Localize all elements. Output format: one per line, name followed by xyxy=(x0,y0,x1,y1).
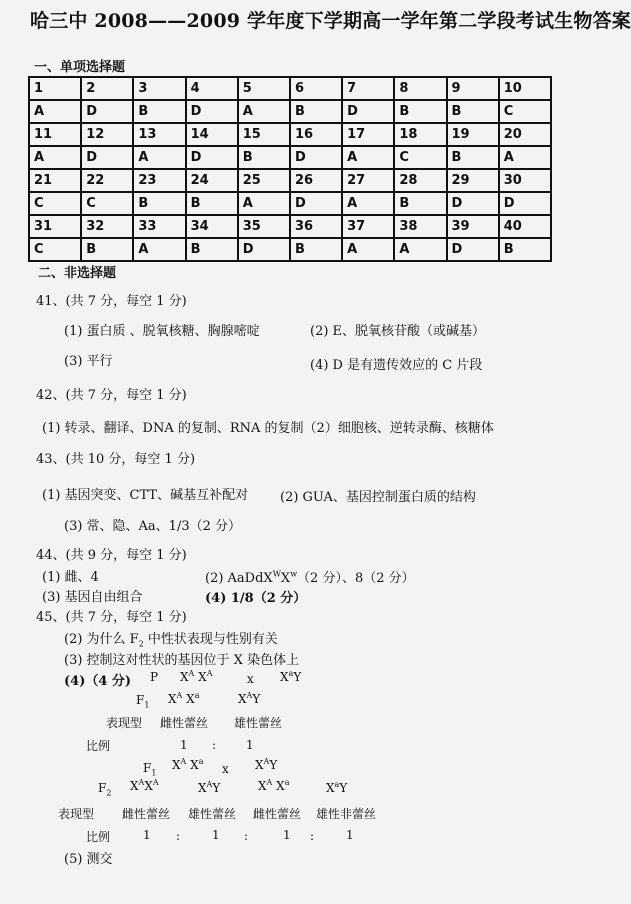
answer-cell: D xyxy=(499,192,551,215)
question-number-cell: 18 xyxy=(394,123,446,146)
question-number-cell: 26 xyxy=(290,169,342,192)
question-number-cell: 7 xyxy=(342,77,394,100)
f1-ratio-2: 1 xyxy=(246,738,254,752)
q41-answer-4: (4) D 是有遗传效应的 C 片段 xyxy=(310,358,483,373)
f1-ratio-1: 1 xyxy=(180,738,188,752)
answer-cell: A xyxy=(394,238,446,261)
answer-cell: D xyxy=(238,238,290,261)
section-single-choice: 一、单项选择题 xyxy=(34,60,126,75)
f2-phenotype-2: 雄性蕾丝 xyxy=(188,807,237,821)
answer-table xyxy=(28,76,552,262)
q41-header: 41、(共 7 分，每空 1 分) xyxy=(36,294,187,309)
answer-cell: A xyxy=(29,146,81,169)
page-title: 哈三中 2008——2009 学年度下学期高一学年第二学段考试生物答案 xyxy=(30,10,631,32)
q41-answer-2: (2) E、脱氧核苷酸（或碱基） xyxy=(310,324,486,339)
question-number-cell: 40 xyxy=(499,215,551,238)
q44-answer-2: (2) $AaDdX^WX^w(2$ 分）、8（2 分） xyxy=(205,569,415,586)
question-number-cell: 33 xyxy=(133,215,185,238)
f1-phenotype-female: 雌性蕾丝 xyxy=(160,716,209,730)
question-number-cell: 16 xyxy=(290,123,342,146)
question-number-cell: 2 xyxy=(81,77,133,100)
f1-phenotype-label: 表现型 xyxy=(106,716,143,730)
answer-cell: C xyxy=(81,192,133,215)
f1-male-genotype: $X^AY$ xyxy=(238,691,261,706)
question-number-cell: 20 xyxy=(499,123,551,146)
q45-answer-5: (5) 测交 xyxy=(64,852,113,867)
answer-cell: D xyxy=(447,192,499,215)
q44-header: 44、(共 9 分，每空 1 分) xyxy=(36,548,187,563)
f2-ratio-4: 1 xyxy=(346,828,354,842)
question-number-cell: 27 xyxy=(342,169,394,192)
answer-cell: C xyxy=(499,100,551,123)
question-number-row xyxy=(29,169,551,192)
cross-p-label: P xyxy=(150,670,159,684)
answer-cell: A xyxy=(342,238,394,261)
f1-phenotype-male: 雄性蕾丝 xyxy=(234,716,283,730)
answer-cell: D xyxy=(447,238,499,261)
f1-cross-label: $F_1$ xyxy=(143,761,157,778)
f1-label: $F_1$ xyxy=(136,693,150,710)
answer-cell: D xyxy=(81,146,133,169)
question-number-cell: 11 xyxy=(29,123,81,146)
question-number-cell: 38 xyxy=(394,215,446,238)
f1-ratio-label: 比例 xyxy=(86,739,111,753)
question-number-cell: 5 xyxy=(238,77,290,100)
answer-cell: A xyxy=(342,146,394,169)
question-number-row xyxy=(29,123,551,146)
question-number-cell: 37 xyxy=(342,215,394,238)
q43-answer-2: (2) GUA、基因控制蛋白质的结构 xyxy=(280,490,476,505)
section-non-choice: 二、非选择题 xyxy=(38,266,117,281)
f2-ratio-colon-1: : xyxy=(176,829,181,843)
question-number-cell: 25 xyxy=(238,169,290,192)
f2-ratio-1: 1 xyxy=(143,828,151,842)
question-number-cell: 29 xyxy=(447,169,499,192)
question-number-cell: 36 xyxy=(290,215,342,238)
q41-answer-1: (1) 蛋白质 、脱氧核糖、胸腺嘧啶 xyxy=(64,324,260,339)
q45-answer-2: (2) 为什么 $F_2$ 中性状表现与性别有关 xyxy=(64,632,278,649)
answer-cell: B xyxy=(394,192,446,215)
answer-cell: D xyxy=(186,100,238,123)
cross-p-male-genotype: $X^aY$ xyxy=(280,669,302,684)
question-number-cell: 1 xyxy=(29,77,81,100)
question-number-cell: 9 xyxy=(447,77,499,100)
q43-answer-1: (1) 基因突变、CTT、碱基互补配对 xyxy=(42,488,249,503)
answer-row xyxy=(29,192,551,215)
question-number-cell: 32 xyxy=(81,215,133,238)
question-number-cell: 28 xyxy=(394,169,446,192)
question-number-cell: 39 xyxy=(447,215,499,238)
question-number-cell: 14 xyxy=(186,123,238,146)
q45-header: 45、(共 7 分，每空 1 分) xyxy=(36,610,187,625)
answer-cell: B xyxy=(81,238,133,261)
question-number-cell: 34 xyxy=(186,215,238,238)
answer-cell: C xyxy=(29,238,81,261)
question-number-cell: 10 xyxy=(499,77,551,100)
f2-ratio-3: 1 xyxy=(283,828,291,842)
q45-answer-3: (3) 控制这对性状的基因位于 X 染色体上 xyxy=(64,653,300,668)
q43-header: 43、(共 10 分，每空 1 分) xyxy=(36,452,196,467)
question-number-cell: 8 xyxy=(394,77,446,100)
answer-row xyxy=(29,146,551,169)
answer-cell: D xyxy=(290,146,342,169)
f2-genotype-4: $X^aY$ xyxy=(326,780,348,795)
q43-answer-3: (3) 常、隐、Aa、1/3（2 分） xyxy=(64,519,242,534)
answer-cell: A xyxy=(29,100,81,123)
answer-cell: B xyxy=(133,100,185,123)
cross-p-female-genotype: $X^A$ $X^A$ xyxy=(180,669,213,684)
q41-answer-3: (3) 平行 xyxy=(64,354,113,369)
answer-cell: B xyxy=(133,192,185,215)
question-number-cell: 17 xyxy=(342,123,394,146)
answer-cell: D xyxy=(342,100,394,123)
f2-ratio-label: 比例 xyxy=(86,830,111,844)
answer-cell: A xyxy=(238,192,290,215)
question-number-cell: 19 xyxy=(447,123,499,146)
answer-cell: B xyxy=(238,146,290,169)
q42-answer-1: (1) 转录、翻译、DNA 的复制、RNA 的复制（2）细胞核、逆转录酶、核糖体 xyxy=(42,421,494,436)
f2-ratio-colon-2: : xyxy=(244,829,249,843)
f1-cross-male: $X^AY$ xyxy=(255,757,278,772)
answer-cell: D xyxy=(81,100,133,123)
answer-cell: A xyxy=(133,238,185,261)
answer-cell: A xyxy=(133,146,185,169)
answer-cell: C xyxy=(394,146,446,169)
answer-row xyxy=(29,100,551,123)
question-number-cell: 22 xyxy=(81,169,133,192)
cross-symbol-1: x xyxy=(247,672,254,686)
answer-cell: A xyxy=(342,192,394,215)
f1-cross-female: $X^A$ $X^a$ xyxy=(172,757,204,772)
question-number-cell: 31 xyxy=(29,215,81,238)
f2-genotype-3: $X^A$ $X^a$ xyxy=(258,778,290,793)
answer-cell: B xyxy=(447,100,499,123)
answer-cell: B xyxy=(447,146,499,169)
f2-genotype-2: $X^AY$ xyxy=(198,780,221,795)
f2-phenotype-label: 表现型 xyxy=(58,807,95,821)
f1-female-genotype: $X^A$ $X^a$ xyxy=(168,691,200,706)
answer-cell: A xyxy=(499,146,551,169)
question-number-cell: 3 xyxy=(133,77,185,100)
question-number-cell: 30 xyxy=(499,169,551,192)
f1-ratio-colon: : xyxy=(212,738,217,752)
f2-phenotype-1: 雌性蕾丝 xyxy=(122,807,171,821)
question-number-cell: 24 xyxy=(186,169,238,192)
f2-ratio-colon-3: : xyxy=(310,829,315,843)
question-number-row xyxy=(29,77,551,100)
question-number-cell: 12 xyxy=(81,123,133,146)
question-number-cell: 23 xyxy=(133,169,185,192)
answer-cell: C xyxy=(29,192,81,215)
f2-genotype-1: $X^AX^A$ xyxy=(130,778,159,793)
answer-cell: B xyxy=(499,238,551,261)
q44-answer-3: (3) 基因自由组合 xyxy=(42,590,143,605)
question-number-cell: 15 xyxy=(238,123,290,146)
question-number-cell: 13 xyxy=(133,123,185,146)
f2-ratio-2: 1 xyxy=(212,828,220,842)
answer-cell: B xyxy=(290,238,342,261)
answer-cell: B xyxy=(186,238,238,261)
f2-phenotype-4: 雄性非蕾丝 xyxy=(316,807,377,821)
q45-answer-4-label: (4)（4 分) xyxy=(64,674,132,689)
question-number-cell: 6 xyxy=(290,77,342,100)
f2-label: $F_2$ xyxy=(98,781,112,798)
q44-answer-1: (1) 雌、4 xyxy=(42,570,99,585)
answer-cell: B xyxy=(290,100,342,123)
question-number-cell: 21 xyxy=(29,169,81,192)
question-number-row xyxy=(29,215,551,238)
answer-cell: B xyxy=(186,192,238,215)
cross-symbol-2: x xyxy=(222,762,229,776)
answer-cell: D xyxy=(290,192,342,215)
answer-cell: B xyxy=(394,100,446,123)
answer-cell: D xyxy=(186,146,238,169)
question-number-cell: 35 xyxy=(238,215,290,238)
q42-header: 42、(共 7 分，每空 1 分) xyxy=(36,388,187,403)
q44-answer-4: (4) 1/8（2 分） xyxy=(205,591,307,606)
answer-cell: A xyxy=(238,100,290,123)
answer-row xyxy=(29,238,551,261)
f2-phenotype-3: 雌性蕾丝 xyxy=(253,807,302,821)
question-number-cell: 4 xyxy=(186,77,238,100)
